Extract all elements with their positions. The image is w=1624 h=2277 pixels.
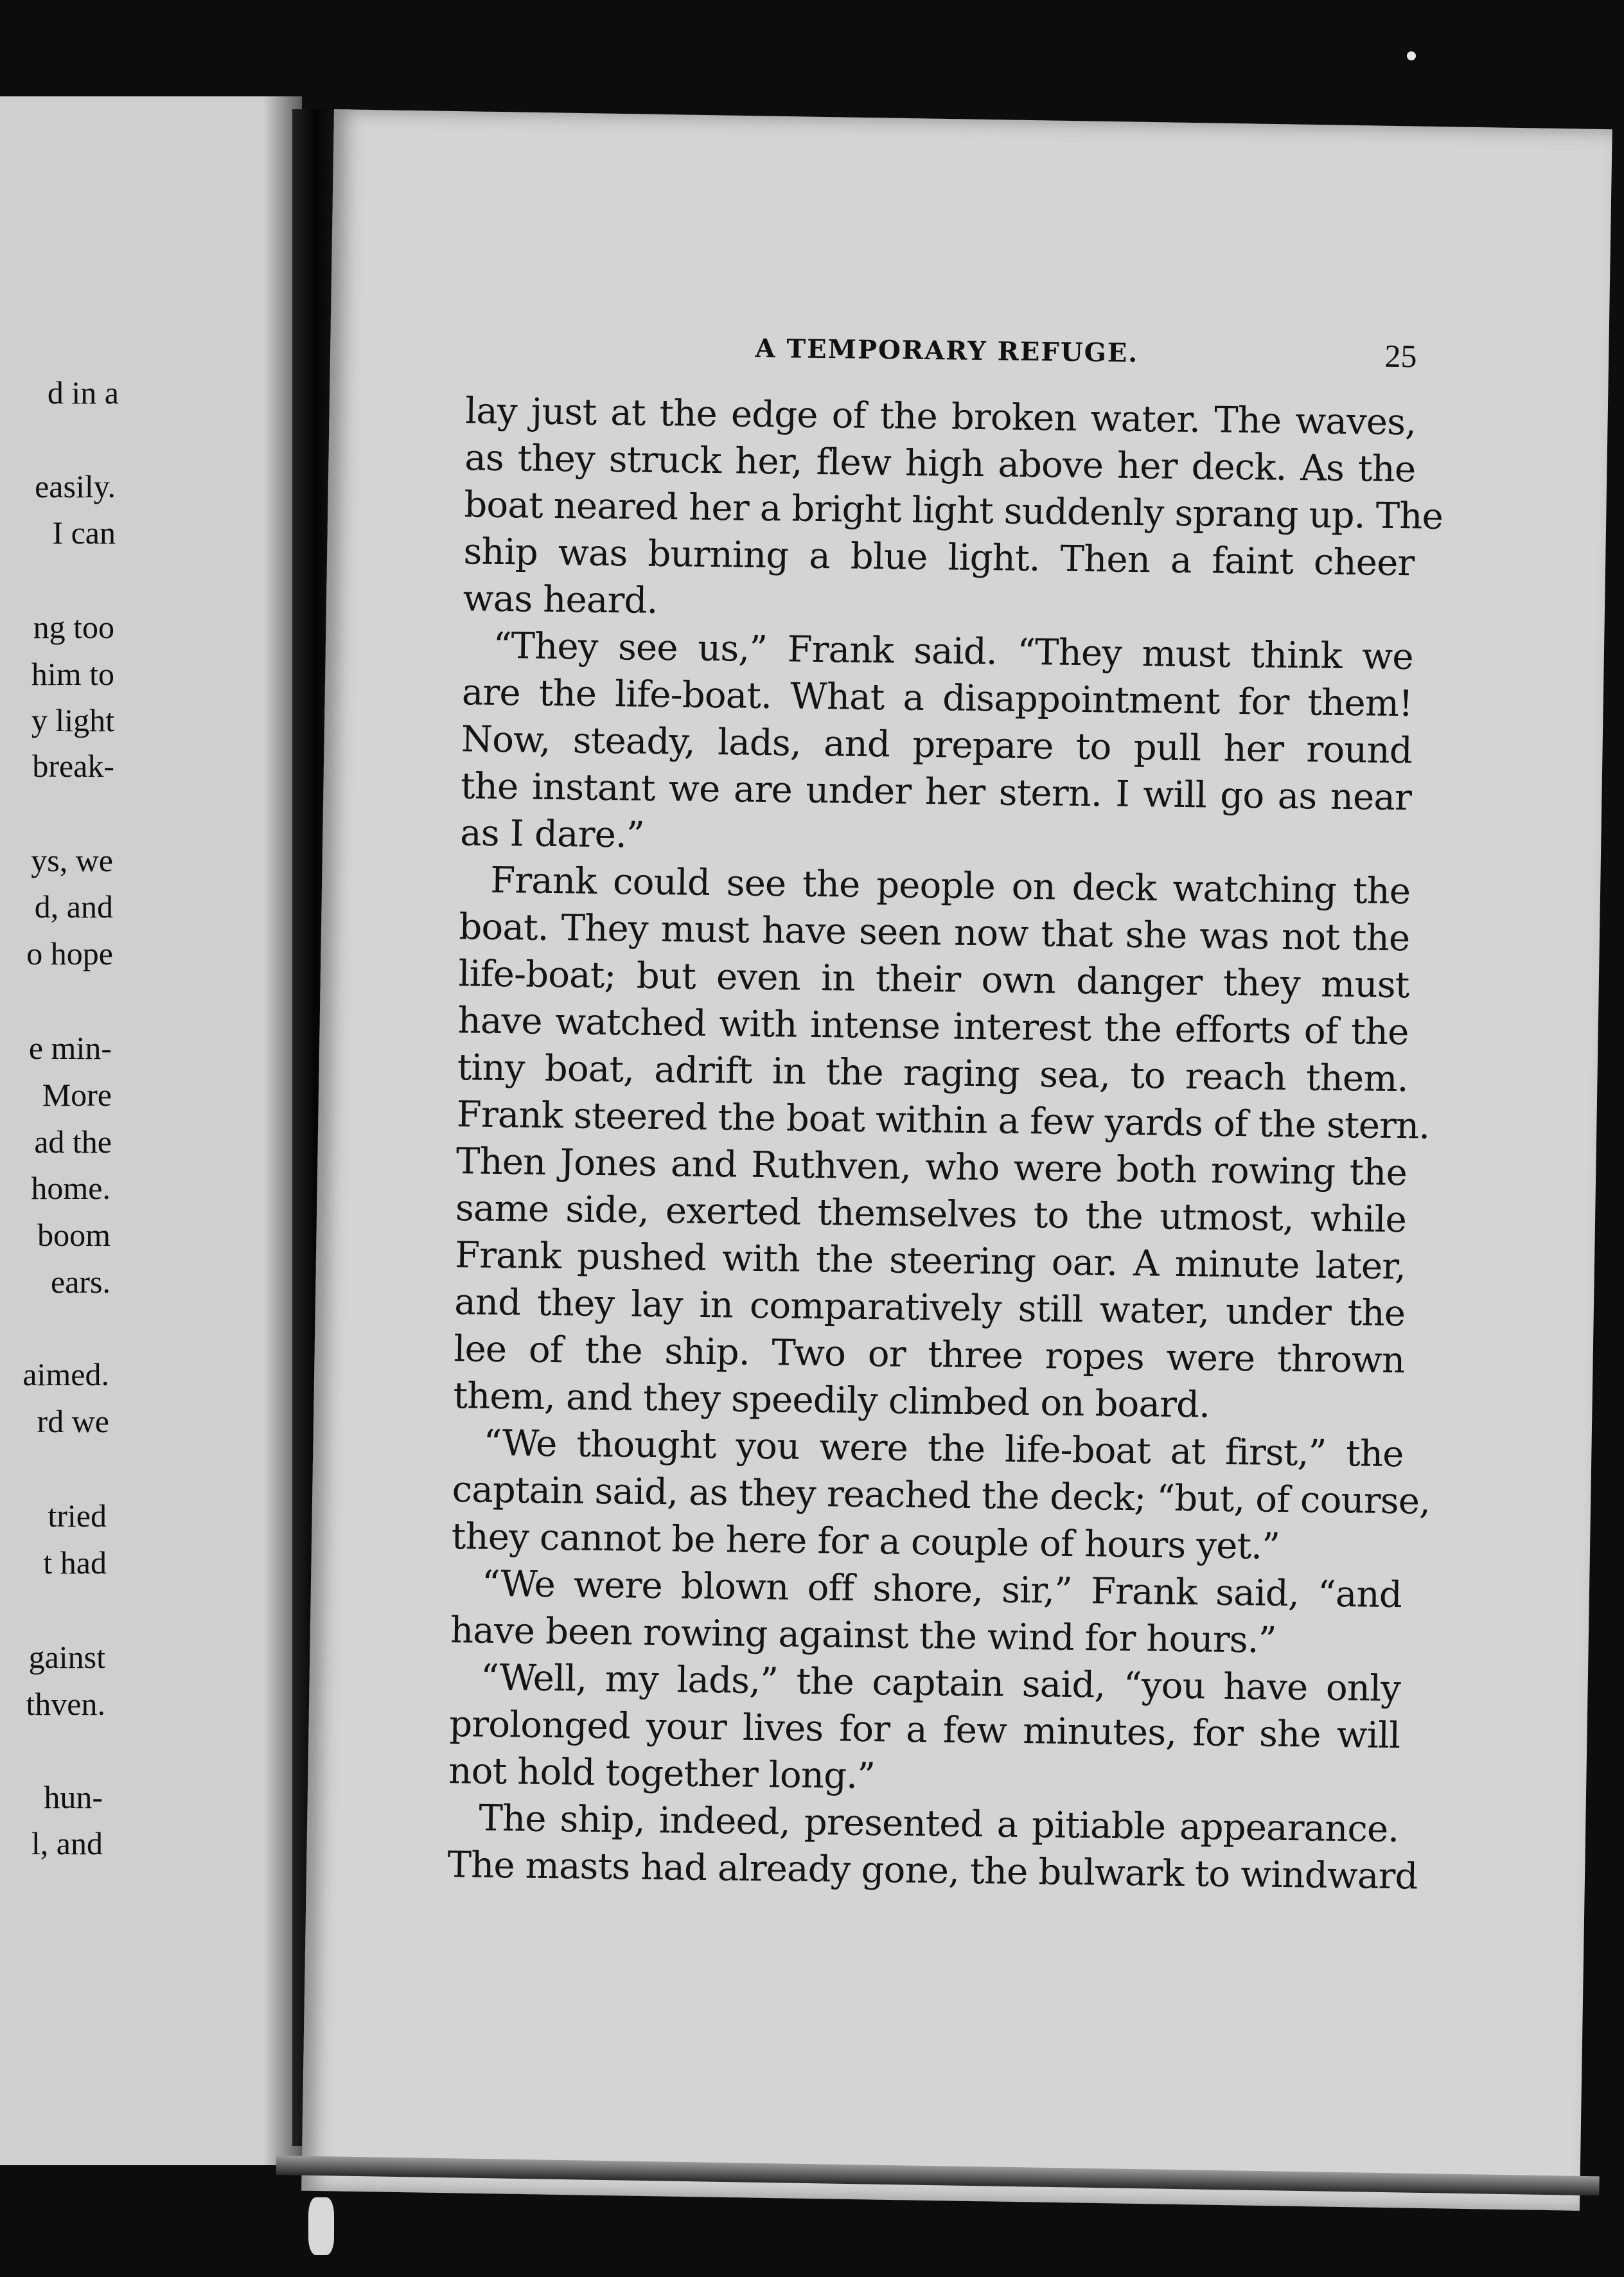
text-line: them, and they speedily climbed on board. — [453, 1375, 1210, 1426]
text-line: prolonged your lives for a few minutes, for she will — [448, 1703, 1400, 1757]
text-line: and they lay in comparatively still water, under the — [454, 1281, 1406, 1335]
text-line: have been rowing against the wind for hours.” — [450, 1609, 1276, 1661]
left-page-line: ys, we — [31, 842, 113, 878]
left-page-line: easily. — [35, 468, 116, 504]
left-page-line: rd we — [37, 1403, 109, 1439]
left-facing-page — [0, 96, 302, 2165]
text-line: The masts had already gone, the bulwark to windward — [447, 1844, 1418, 1898]
left-page-line: thven. — [26, 1686, 105, 1722]
left-page-line: ng too — [33, 609, 114, 645]
left-page-line: gainst — [28, 1639, 105, 1675]
text-line: “They see us,” Frank said. “They must think we — [493, 625, 1414, 678]
left-page-line: e min- — [28, 1030, 112, 1066]
body-text — [447, 387, 1443, 1900]
text-line: was heard. — [463, 578, 658, 622]
text-line: same side, exerted themselves to the utmost, while — [455, 1187, 1407, 1241]
left-page-line: hun- — [44, 1779, 103, 1815]
text-line: Frank steered the boat within a few yards of the stern. — [456, 1094, 1430, 1147]
running-title: A TEMPORARY REFUGE. — [755, 333, 1139, 369]
left-page-line: d, and — [34, 889, 113, 925]
text-line: boat. They must have seen now that she was not the — [459, 906, 1410, 960]
text-line: Then Jones and Ruthven, who were both rowing the — [455, 1140, 1408, 1194]
scan-speck — [1407, 51, 1416, 60]
text-line: as I dare.” — [459, 812, 645, 856]
text-line: not hold together long.” — [448, 1750, 876, 1798]
text-line: as they struck her, flew high above her deck. As the — [464, 437, 1416, 491]
running-head — [466, 330, 1417, 380]
left-page-line: l, and — [31, 1825, 103, 1861]
text-line: lee of the ship. Two or three ropes were thrown — [454, 1328, 1405, 1382]
left-page-line: d in a — [47, 375, 119, 411]
left-page-line: ears. — [51, 1264, 110, 1300]
text-line: Now, steady, lads, and prepare to pull her round — [461, 718, 1413, 772]
book-page — [301, 109, 1612, 2211]
left-page-line: t had — [43, 1545, 107, 1581]
text-line: captain said, as they reached the deck; “but, of course, — [452, 1469, 1431, 1523]
text-line: they cannot be here for a couple of hours yet.” — [451, 1516, 1280, 1568]
left-page-line: o hope — [26, 935, 113, 971]
left-page-line: y light — [31, 702, 114, 738]
left-page-line: break- — [32, 748, 114, 784]
left-page-line: ad the — [34, 1124, 112, 1160]
text-line: “We were blown off shore, sir,” Frank said, “and — [481, 1563, 1402, 1617]
text-line: tiny boat, adrift in the raging sea, to reach them. — [457, 1047, 1409, 1101]
scan-speck — [308, 2197, 334, 2255]
text-line: have watched with intense interest the efforts of the — [457, 1000, 1409, 1054]
text-line: Frank pushed with the steering oar. A minute later, — [454, 1234, 1406, 1288]
text-line: Frank could see the people on deck watching the — [490, 859, 1411, 913]
left-page-line: home. — [31, 1170, 110, 1206]
text-line: “We thought you were the life-boat at first,” the — [483, 1422, 1404, 1476]
text-line: life-boat; but even in their own danger they must — [458, 953, 1409, 1007]
text-line: “Well, my lads,” the captain said, “you have only — [480, 1656, 1401, 1710]
left-page-line: him to — [31, 656, 114, 692]
left-page-line: More — [42, 1077, 112, 1113]
text-line: the instant we are under her stern. I will go as near — [460, 765, 1412, 819]
text-line: are the life-boat. What a disappointment for them! — [461, 671, 1413, 725]
text-line: ship was burning a blue light. Then a faint cheer — [463, 531, 1415, 585]
page-number: 25 — [1384, 337, 1417, 375]
left-page-line: tried — [48, 1498, 107, 1534]
text-line: The ship, indeed, presented a pitiable appearance. — [479, 1797, 1399, 1851]
left-page-line: I can — [52, 515, 116, 551]
text-line: lay just at the edge of the broken water. The waves, — [464, 390, 1417, 444]
left-page-line: boom — [37, 1217, 110, 1253]
text-line: boat neared her a bright light suddenly sprang up. The — [464, 484, 1443, 538]
left-page-line: aimed. — [22, 1356, 109, 1392]
